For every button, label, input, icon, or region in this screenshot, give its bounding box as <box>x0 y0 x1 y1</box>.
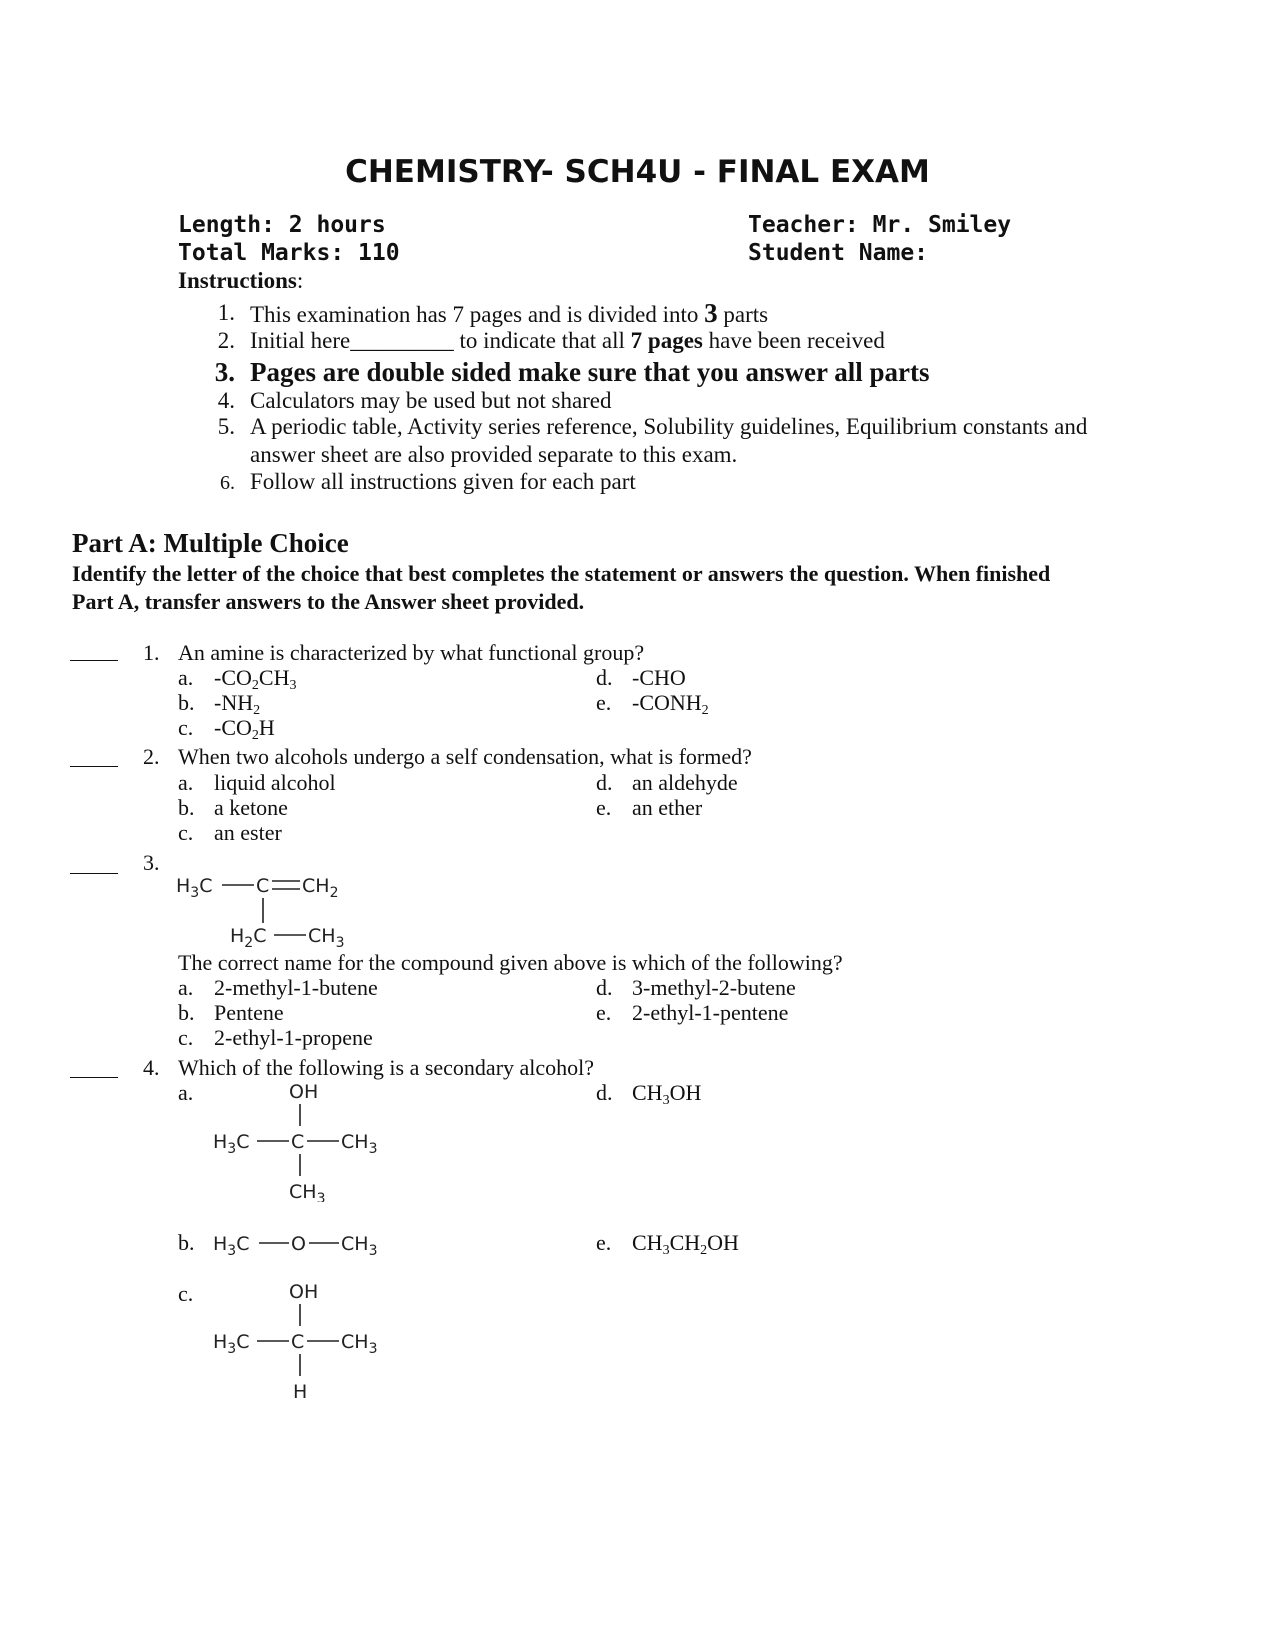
option-text: Pentene <box>214 1000 284 1025</box>
option-letter: a. <box>178 1080 194 1105</box>
option-letter: e. <box>596 795 612 820</box>
option-text: 2-methyl-1-butene <box>214 975 378 1000</box>
answer-blank-q4[interactable] <box>70 1077 118 1078</box>
structural-formula-q4a <box>205 1076 405 1207</box>
option-letter: b. <box>178 1230 195 1255</box>
option-letter: e. <box>596 690 612 715</box>
instruction-item: Calculators may be used but not shared <box>250 388 612 413</box>
instruction-item-emphasis: Pages are double sided make sure that you answer all parts <box>250 357 930 387</box>
option-text: an aldehyde <box>632 770 738 795</box>
formula-label-ch3: $CH_3$ <box>341 1331 378 1357</box>
option-text: 2-ethyl-1-pentene <box>632 1000 789 1025</box>
question-number: 2. <box>143 744 160 769</box>
question-text: The correct name for the compound given above is which of the following? <box>178 950 843 975</box>
option-text: $-NH_2$ <box>214 690 261 718</box>
option-text: -CHO <box>632 665 686 690</box>
option-text: $-CONH_2$ <box>632 690 709 718</box>
option-letter: a. <box>178 975 194 1000</box>
formula-label-ch3: $CH_3$ <box>341 1131 378 1157</box>
formula-label-ch3: $CH_3$ <box>289 1181 326 1202</box>
length-label: Length: 2 hours <box>178 212 386 238</box>
instructions-heading: Instructions: <box>178 268 304 293</box>
instruction-item: A periodic table, Activity series reference, Solubility guidelines, Equilibrium constants and <box>250 414 1088 439</box>
formula-label-ch3: $CH_3$ <box>341 1233 378 1259</box>
option-letter: b. <box>178 795 195 820</box>
formula-label-h3c: $H_3C$ <box>213 1331 250 1357</box>
page-title: CHEMISTRY- SCH4U - FINAL EXAM <box>345 154 930 190</box>
structural-formula-q4c <box>205 1276 405 1407</box>
option-text: $CH_3OH$ <box>632 1080 702 1108</box>
formula-label-c: C <box>291 1331 305 1353</box>
instruction-number: 3. <box>214 357 235 387</box>
option-letter: d. <box>596 975 613 1000</box>
option-letter: c. <box>178 820 194 845</box>
option-letter: a. <box>178 770 194 795</box>
option-text: $-CO_2CH_3$ <box>214 665 297 693</box>
question-text: Which of the following is a secondary alcohol? <box>178 1055 595 1080</box>
question-number: 1. <box>143 640 160 665</box>
option-letter: c. <box>178 715 194 740</box>
option-letter: a. <box>178 665 194 690</box>
instruction-item: Follow all instructions given for each part <box>250 469 636 494</box>
question-text: When two alcohols undergo a self condensation, what is formed? <box>178 744 752 769</box>
instruction-number: 4. <box>217 388 235 413</box>
part-a-instructions-continued: Part A, transfer answers to the Answer sheet provided. <box>72 589 585 614</box>
total-marks-label: Total Marks: 110 <box>178 240 400 266</box>
instruction-item-continued: answer sheet are also provided separate to this exam. <box>250 442 738 467</box>
option-letter: d. <box>596 665 613 690</box>
option-text: a ketone <box>214 795 288 820</box>
structural-formula-q3 <box>170 868 370 955</box>
option-text: an ether <box>632 795 703 820</box>
formula-label-h3c: $H_3C$ <box>213 1131 250 1157</box>
instruction-number: 2. <box>217 328 235 353</box>
formula-label-o: O <box>291 1233 306 1255</box>
student-name-label: Student Name: <box>748 240 929 266</box>
option-text: an ester <box>214 820 282 845</box>
option-text: $CH_3CH_2OH$ <box>632 1230 739 1258</box>
formula-label-h3c: $H_3C$ <box>176 875 213 901</box>
teacher-label: Teacher: Mr. Smiley <box>748 212 1012 238</box>
answer-blank-q3[interactable] <box>70 873 118 874</box>
option-letter: e. <box>596 1230 612 1255</box>
option-text: $-CO_2H$ <box>214 715 275 743</box>
instruction-number: 1. <box>217 300 235 325</box>
instruction-number: 5. <box>217 414 235 439</box>
option-letter: c. <box>178 1281 194 1306</box>
formula-label-ch2: $CH_2$ <box>302 875 339 901</box>
question-number: 4. <box>143 1055 160 1080</box>
formula-label-oh: OH <box>289 1081 319 1103</box>
option-letter: e. <box>596 1000 612 1025</box>
formula-label-ch3: $CH_3$ <box>308 925 345 950</box>
question-text: An amine is characterized by what functional group? <box>178 640 645 665</box>
part-a-title: Part A: Multiple Choice <box>72 528 349 558</box>
answer-blank-q2[interactable] <box>70 766 118 767</box>
formula-label-oh: OH <box>289 1281 319 1303</box>
option-letter: b. <box>178 690 195 715</box>
option-letter: b. <box>178 1000 195 1025</box>
question-number: 3. <box>143 850 160 875</box>
formula-label-h2c: $H_2C$ <box>230 925 267 950</box>
formula-label-h3c: $H_3C$ <box>213 1233 250 1259</box>
option-letter: d. <box>596 1080 613 1105</box>
formula-label-c: C <box>256 875 270 897</box>
instruction-number: 6. <box>220 472 235 494</box>
formula-label-c: C <box>291 1131 305 1153</box>
option-letter: c. <box>178 1025 194 1050</box>
option-text: 3-methyl-2-butene <box>632 975 796 1000</box>
answer-blank-q1[interactable] <box>70 660 118 661</box>
option-text: 2-ethyl-1-propene <box>214 1025 373 1050</box>
option-text: liquid alcohol <box>214 770 336 795</box>
formula-label-h: H <box>293 1381 308 1402</box>
part-a-instructions: Identify the letter of the choice that best completes the statement or answers the question. When finished <box>72 561 1051 586</box>
structural-formula-q4b <box>205 1224 405 1265</box>
instruction-item: This examination has 7 pages and is divided into 3 parts <box>250 298 769 328</box>
instruction-item: Initial here_________ to indicate that all 7 pages have been received <box>250 328 885 353</box>
option-letter: d. <box>596 770 613 795</box>
